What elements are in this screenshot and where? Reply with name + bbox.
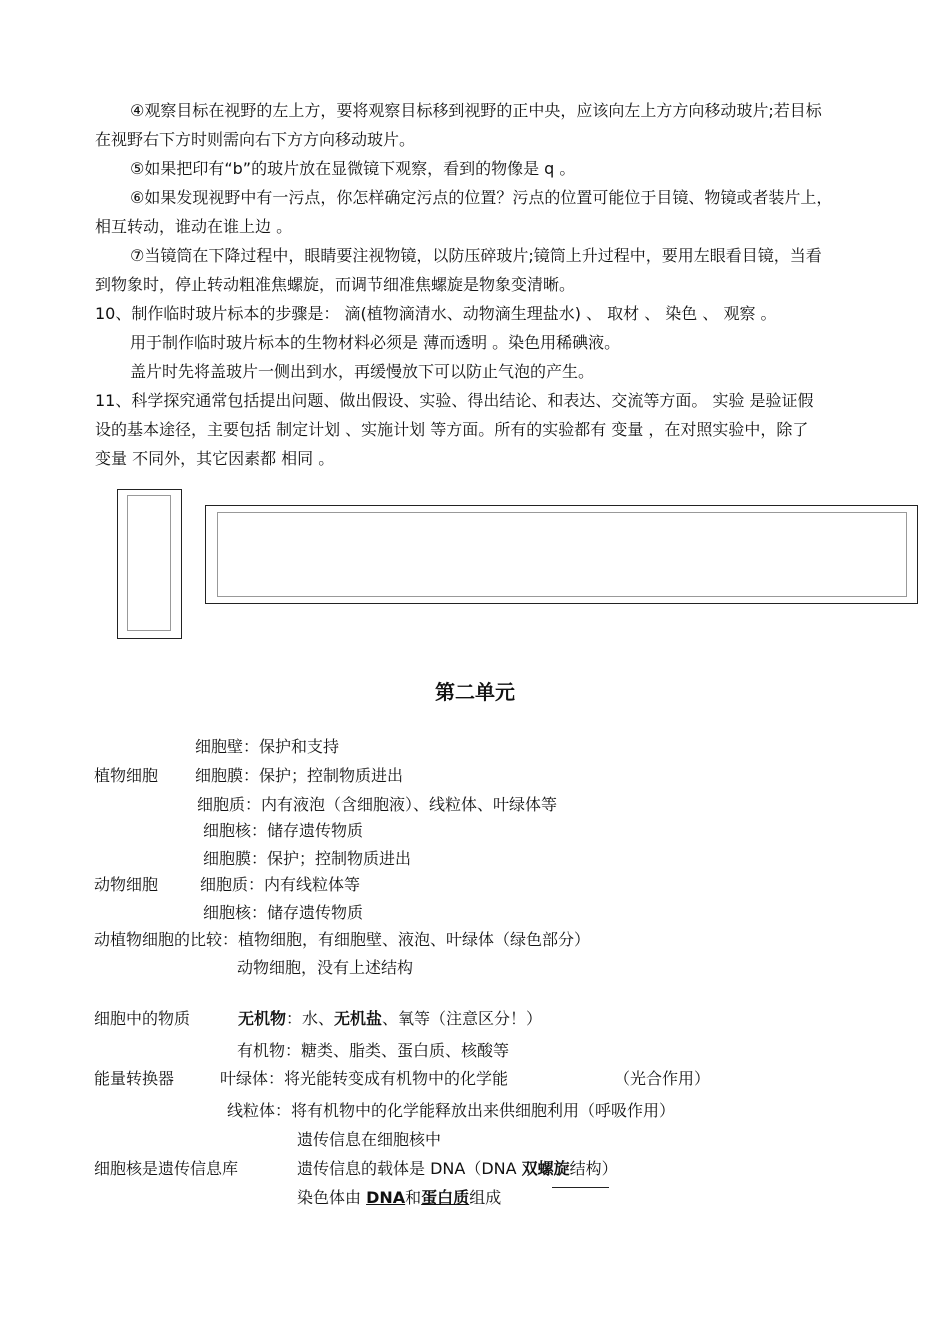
chromosome-text: 染色体由 xyxy=(297,1188,367,1207)
chloroplast-note: （光合作用） xyxy=(614,1069,711,1088)
plant-cell-nucleus: 细胞核：储存遗传物质 xyxy=(203,821,364,840)
inorganic-mid: ：水、 xyxy=(286,1009,335,1028)
dna-structure-text: 结构） xyxy=(569,1159,618,1178)
item-10-cover: 盖片时先将盖玻片一侧出到水，再缓慢放下可以防止气泡的产生。 xyxy=(130,362,595,381)
comparison-plant: 动植物细胞的比较：植物细胞，有细胞壁、液泡、叶绿体（绿色部分） xyxy=(94,930,591,949)
inorganic-tail: 、氧等（注意区分！） xyxy=(382,1009,543,1028)
composition-text: 组成 xyxy=(469,1188,502,1207)
text-line-7: ⑦当镜筒在下降过程中，眼睛要注视物镜，以防压碎玻片;镜筒上升过程中，要用左眼看目镜，当看 xyxy=(130,246,822,265)
item-11: 11、科学探究通常包括提出问题、做出假设、实验、得出结论、和表达、交流等方面。 实验 是验证假 xyxy=(95,391,814,410)
nucleus-info-line2 xyxy=(297,1158,618,1180)
text-line-6-cont: 相互转动，谁动在谁上边 。 xyxy=(95,217,293,236)
plant-cell-wall: 细胞壁：保护和支持 xyxy=(195,737,340,756)
plant-cell-membrane: 细胞膜：保护；控制物质进出 xyxy=(195,766,404,785)
vertical-frame xyxy=(117,489,182,639)
mitochondria-line: 线粒体：将有机物中的化学能释放出来供细胞利用（呼吸作用） xyxy=(227,1101,676,1120)
nucleus-info-label: 细胞核是遗传信息库 xyxy=(94,1159,239,1178)
substances-label: 细胞中的物质 xyxy=(94,1009,191,1028)
animal-cell-label: 动物细胞 xyxy=(94,875,159,894)
protein-keyword: 蛋白质 xyxy=(421,1188,470,1207)
item-11-cont: 设的基本途径，主要包括 制定计划 、实施计划 等方面。所有的实验都有 变量 ，在对照实验中，除了 xyxy=(95,420,809,439)
plant-cell-cytoplasm: 细胞质：内有液泡（含细胞液）、线粒体、叶绿体等 xyxy=(197,795,558,814)
dna-carrier-text: 遗传信息的载体是 DNA（DNA xyxy=(297,1159,522,1178)
chloroplast-line: 叶绿体：将光能转变成有机物中的化学能 xyxy=(220,1069,509,1088)
text-line-4-cont: 在视野右下方时则需向右下方方向移动玻片。 xyxy=(95,130,416,149)
inorganic-line xyxy=(238,1008,542,1030)
text-line-5: ⑤如果把印有“b”的玻片放在显微镜下观察，看到的物像是 q 。 xyxy=(130,159,576,178)
text-line-7-cont: 到物象时，停止转动粗准焦螺旋，而调节细准焦螺旋是物象变清晰。 xyxy=(95,275,576,294)
item-11-end: 变量 不同外，其它因素都 相同 。 xyxy=(95,449,335,468)
item-10-material: 用于制作临时玻片标本的生物材料必须是 薄而透明 。染色用稀碘液。 xyxy=(130,333,621,352)
animal-cell-cytoplasm: 细胞质：内有线粒体等 xyxy=(200,875,361,894)
double-helix-keyword: 双螺旋 xyxy=(521,1159,570,1178)
and-text: 和 xyxy=(405,1188,422,1207)
inorganic-salt-keyword: 无机盐 xyxy=(334,1009,383,1028)
nucleus-info-line1: 遗传信息在细胞核中 xyxy=(297,1130,442,1149)
energy-label: 能量转换器 xyxy=(94,1069,175,1088)
animal-cell-nucleus: 细胞核：储存遗传物质 xyxy=(203,903,364,922)
text-line-4: ④观察目标在视野的左上方，要将观察目标移到视野的正中央，应该向左上方方向移动玻片;若目标 xyxy=(130,101,822,120)
comparison-animal: 动物细胞，没有上述结构 xyxy=(237,958,414,977)
unit-title: 第二单元 xyxy=(435,680,515,704)
dna-keyword: DNA xyxy=(366,1188,406,1207)
horizontal-frame-inner xyxy=(217,512,907,597)
answer-blank-line xyxy=(552,1187,609,1188)
item-10: 10、制作临时玻片标本的步骤是： 滴(植物滴清水、动物滴生理盐水) 、 取材 、 染色 、 观察 。 xyxy=(95,304,777,323)
horizontal-frame xyxy=(205,505,918,604)
organic-line: 有机物：糖类、脂类、蛋白质、核酸等 xyxy=(237,1041,510,1060)
plant-cell-label: 植物细胞 xyxy=(94,766,159,785)
inorganic-keyword: 无机物 xyxy=(238,1009,287,1028)
animal-cell-membrane: 细胞膜：保护；控制物质进出 xyxy=(203,849,412,868)
text-line-6: ⑥如果发现视野中有一污点，你怎样确定污点的位置？污点的位置可能位于目镜、物镜或者装片上， xyxy=(130,188,833,207)
nucleus-info-line3 xyxy=(297,1187,501,1209)
vertical-frame-inner xyxy=(127,495,171,631)
